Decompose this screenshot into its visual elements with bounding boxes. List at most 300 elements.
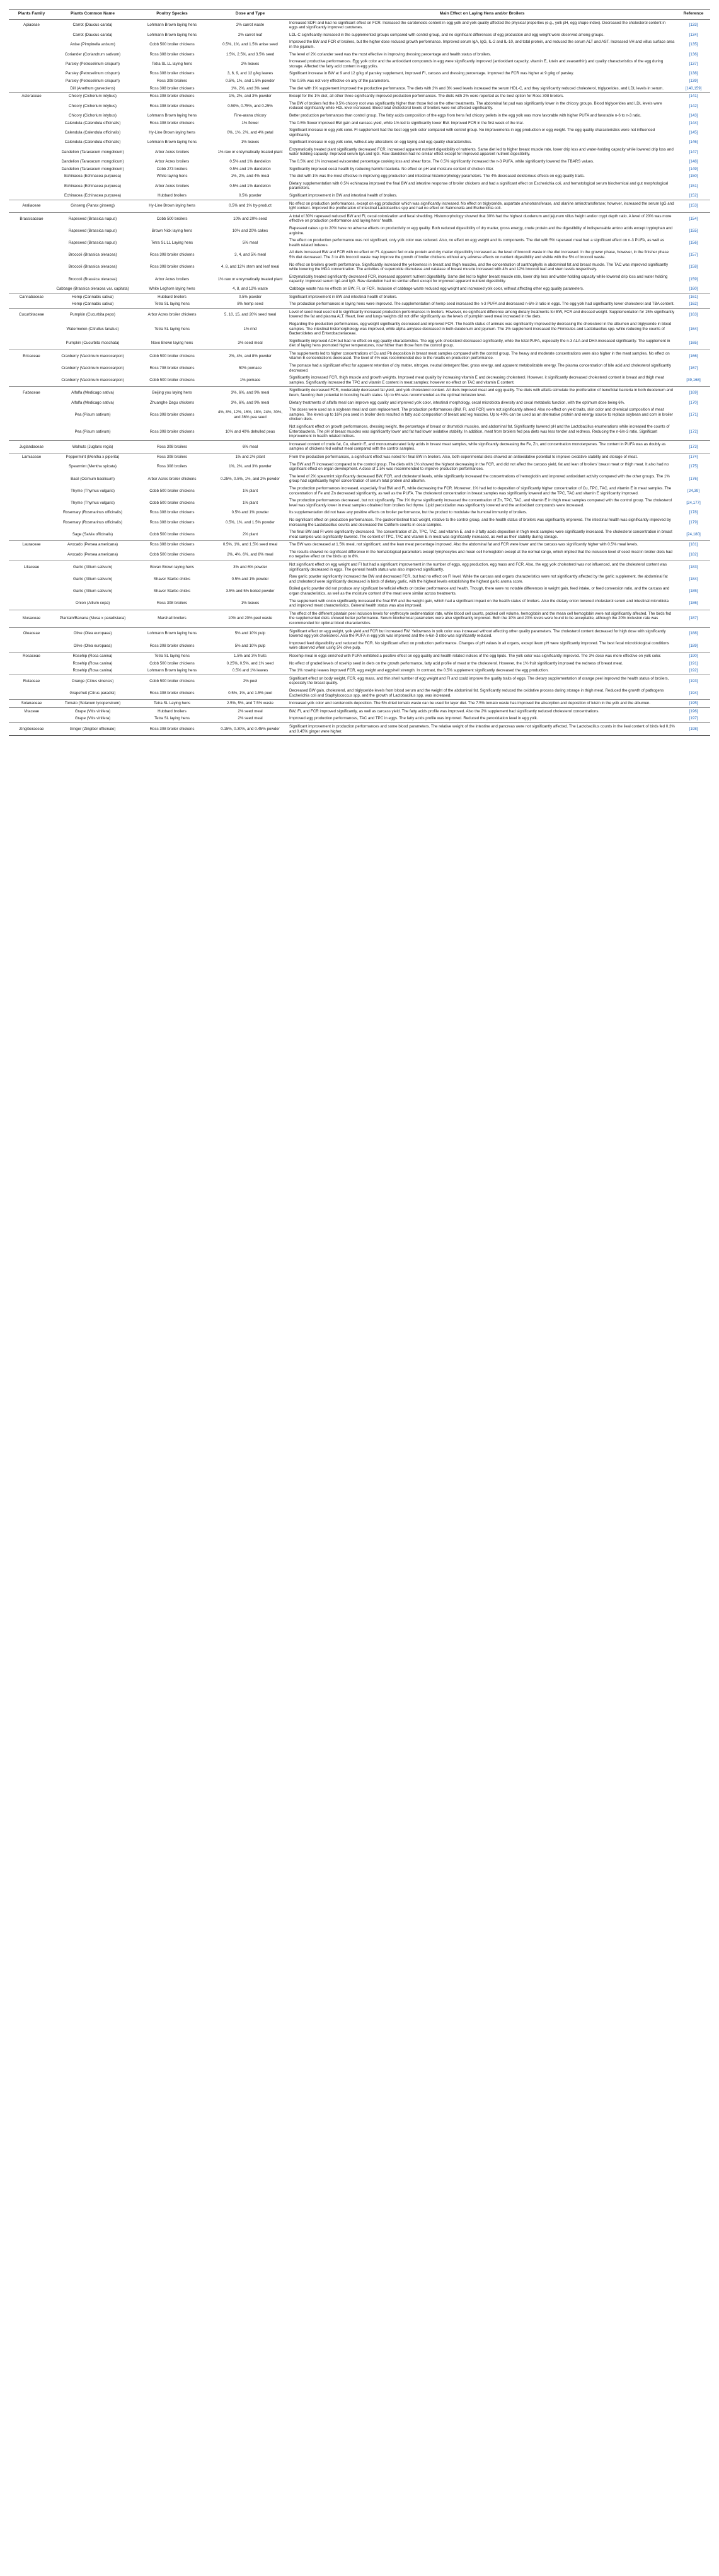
cell-reference[interactable]: [158] bbox=[689, 265, 698, 270]
table-row bbox=[9, 321, 710, 338]
cell-plant-family bbox=[9, 362, 54, 374]
cell-plant-name: Pea (Pisum sativum) bbox=[74, 429, 111, 434]
cell-plant-family bbox=[9, 509, 54, 516]
table-row bbox=[9, 700, 710, 708]
cell-dose-type: 0.25%, 0.5%, and 1% seed bbox=[226, 661, 274, 666]
cell-reference[interactable]: [142] bbox=[689, 103, 698, 108]
table-header-row bbox=[9, 9, 710, 20]
cell-poultry-species: Lohmann Brown laying hens bbox=[147, 32, 197, 37]
cell-dose-type: 0.5%, 1%, and 1.5% seed meal bbox=[213, 541, 287, 549]
cell-poultry-species: Tetra SL laying hens bbox=[154, 302, 190, 307]
cell-dose-type: 2% plant bbox=[242, 532, 258, 537]
cell-dose-type: 0.5% and 1% dandelion bbox=[229, 166, 271, 171]
cell-plant-family bbox=[9, 51, 54, 59]
cell-plant-family bbox=[9, 146, 54, 158]
cell-dose-type: 1% plant bbox=[242, 500, 258, 505]
cell-reference[interactable]: [154] bbox=[677, 212, 710, 225]
table-row bbox=[9, 627, 710, 640]
cell-main-effect: Significantly improved cecal health by reducing harmful bacteria. No effect on pH and moisture content of chicken litter. bbox=[289, 166, 494, 171]
cell-plant-family bbox=[9, 338, 54, 350]
cell-plant-family bbox=[9, 399, 54, 407]
cell-reference[interactable]: [138] bbox=[689, 71, 698, 76]
cell-plant-name: Carrot (Daucus carota) bbox=[72, 32, 113, 37]
table-row bbox=[9, 139, 710, 146]
table-row bbox=[9, 225, 710, 237]
cell-dose-type: 1% raw or enzymatically treated plant bbox=[217, 276, 283, 282]
cell-main-effect: The level of 2% coriander seed was the most effective in improving dressing percentage and health status of broilers. bbox=[289, 52, 492, 57]
cell-plant-name: Echinacea (Echinacea purpurea) bbox=[64, 174, 122, 179]
cell-plant-name: Thyme (Thymus vulgaris) bbox=[71, 500, 115, 505]
cell-dose-type: 10% and 20% cakes bbox=[232, 228, 268, 233]
cell-poultry-species: Cobb 500 broiler chickens bbox=[131, 675, 213, 687]
table-row bbox=[9, 573, 710, 585]
cell-plant-family bbox=[9, 667, 54, 675]
cell-poultry-species: Ross 308 broiler chickens bbox=[149, 265, 195, 270]
cell-main-effect: No effect on production performances, except on egg production which was significantly increased. No effect on triglyceride, aspartate aminotransferase, and alanine aminotransferase; however, increased the serum IgG and IgM content. Improved the proliferation of intestinal Lactobacillus spp and had no effect on Salmonella and Escherichia coli. bbox=[287, 200, 677, 212]
cell-poultry-species: Bovan Brown laying hens bbox=[131, 561, 213, 574]
cell-dose-type: 0.5% and 1% powder bbox=[231, 577, 269, 582]
cell-main-effect: Significant improvement in BW and intestinal health of broilers. bbox=[289, 193, 398, 198]
cell-dose-type: 10% and 40% dehulled peas bbox=[225, 429, 275, 434]
cell-poultry-species: Ross 308 broiler chickens bbox=[131, 722, 213, 735]
cell-plant-family bbox=[9, 485, 54, 497]
cell-reference[interactable]: [165] bbox=[689, 341, 698, 346]
cell-plant-name: Walnuts (Juglans regia) bbox=[54, 440, 131, 453]
cell-dose-type: 0.5% and 1% powder bbox=[231, 510, 269, 515]
cell-plant-name: Dandelion (Taraxacum mongolicum) bbox=[61, 166, 124, 171]
cell-plant-name: Grape (Vitis vinifera) bbox=[54, 707, 131, 715]
cell-dose-type: 2% leaves bbox=[241, 61, 260, 66]
cell-plant-family bbox=[9, 423, 54, 440]
cell-dose-type: 0.5% and 1% dandelion bbox=[229, 159, 271, 164]
cell-reference[interactable]: [182] bbox=[689, 552, 698, 557]
cell-reference[interactable]: [152] bbox=[689, 193, 698, 198]
cell-reference[interactable]: [192] bbox=[689, 668, 698, 673]
cell-plant-name: Thyme (Thymus vulgaris) bbox=[71, 488, 115, 493]
cell-reference[interactable]: [147] bbox=[689, 149, 698, 154]
cell-plant-family bbox=[9, 58, 54, 70]
cell-dose-type: 3%, 6%, and 9% meal bbox=[231, 400, 270, 405]
cell-reference[interactable]: [197] bbox=[689, 716, 698, 721]
cell-main-effect: No effect of graded levels of rosehip seed in diets on the growth performance, fatty acid profile of meat or the cholesterol. However, the 1% fruit significantly improved the redness of breast meat. bbox=[289, 661, 623, 666]
table-row bbox=[9, 58, 710, 70]
cell-plant-family bbox=[9, 31, 54, 39]
cell-poultry-species: Cobb 500 broiler chickens bbox=[131, 350, 213, 362]
cell-plant-family: Liliaceae bbox=[9, 561, 54, 574]
cell-plant-family bbox=[9, 273, 54, 285]
cell-plant-family bbox=[9, 549, 54, 561]
cell-reference[interactable]: [137] bbox=[689, 61, 698, 66]
cell-plant-name: Parsley (Petroselinum crispum) bbox=[66, 71, 120, 76]
cell-main-effect: Increased yolk color and carotenoids deposition. The 5% dried tomato waste can be used for layer diet. The 7.5% tomato waste has improved the absorption and deposition of lutein in the yolk and the albumen. bbox=[287, 700, 677, 708]
cell-poultry-species: Ross 308 broiler chickens bbox=[149, 86, 195, 91]
cell-reference[interactable]: [136] bbox=[689, 52, 698, 57]
header-dose-and-type: Dose and Type bbox=[213, 9, 287, 20]
cell-reference[interactable]: [134] bbox=[689, 32, 698, 37]
cell-main-effect: Raw garlic powder significantly increased the BW and decreased FCR, but had no effect on FI level. While the carcass and organs characteristics were not significantly affected by the garlic supplement, the abdominal fat and cholesterol were significantly decreased in birds of dietary garlic, with the highest levels establishing the highest garlic aroma score. bbox=[289, 574, 668, 584]
cell-poultry-species: Brown Nick laying hens bbox=[151, 228, 193, 233]
cell-dose-type: 0.15%, 0.30%, and 0.45% powder bbox=[213, 722, 287, 735]
cell-plant-name: Alfalfa (Medicago sativa) bbox=[54, 387, 131, 399]
cell-main-effect: Boiled garlic powder did not produce any significant beneficial effects on broiler performance and health. Though, there were no notable differences in weight gain, feed intake, or feed conversion ratio, and the carcass and organ characteristics, as well as the moisture content of the meat were similar across treatments. bbox=[289, 586, 670, 596]
cell-poultry-species: Arbor Acres broilers bbox=[154, 159, 190, 164]
cell-main-effect: The diet with 1% supplement improved the productive performance. The diets with 2% and 3% seed levels increased the serum HDL-C, and they significantly reduced cholesterol, triglycerides, and LDL levels in serum. bbox=[289, 86, 664, 91]
cell-poultry-species: Ross 308 broilers bbox=[156, 601, 188, 606]
cell-plant-family: Rosaceae bbox=[9, 652, 54, 659]
cell-reference[interactable]: [146] bbox=[689, 140, 698, 145]
cell-reference[interactable]: [149] bbox=[689, 166, 698, 171]
table-row bbox=[9, 212, 710, 225]
cell-dose-type: 1% leaves bbox=[241, 140, 260, 145]
cell-poultry-species: Ross 308 broiler chickens bbox=[149, 412, 195, 417]
cell-plant-family bbox=[9, 321, 54, 338]
cell-reference[interactable]: [24,39] bbox=[687, 488, 699, 493]
cell-reference[interactable]: [179] bbox=[689, 520, 698, 525]
cell-poultry-species: Hubbard broilers bbox=[131, 707, 213, 715]
table-row bbox=[9, 561, 710, 574]
cell-plant-name: Parsley (Petroselinum crispum) bbox=[66, 61, 120, 66]
cell-plant-family bbox=[9, 300, 54, 308]
cell-poultry-species: Arbor Acres broiler chickens bbox=[131, 308, 213, 321]
cell-dose-type: 2%, 4%, 6%, and 8% meal bbox=[227, 552, 273, 557]
cell-plant-name: Alfalfa (Medicago sativa) bbox=[71, 400, 114, 405]
cell-reference[interactable]: [150] bbox=[689, 174, 698, 179]
cell-main-effect: The 0.5% was not very effective on any of the parameters. bbox=[289, 78, 390, 83]
cell-plant-family bbox=[9, 573, 54, 585]
cell-main-effect: Except for the 1% diet, all other three significantly improved production performances. The diets with 2% were reported as the best option for Ross 308 broilers. bbox=[287, 93, 677, 100]
cell-plant-family bbox=[9, 461, 54, 473]
table-row bbox=[9, 200, 710, 212]
cell-plant-family: Ericaceae bbox=[9, 350, 54, 362]
cell-reference[interactable]: [159] bbox=[689, 276, 698, 282]
table-row bbox=[9, 722, 710, 735]
table-row bbox=[9, 146, 710, 158]
cell-poultry-species: White laying hens bbox=[156, 174, 188, 179]
cell-main-effect: LDL-C significantly increased in the supplemented groups compared with control group, and no significant differences of egg production and egg weight were observed among groups. bbox=[289, 32, 604, 37]
table-row bbox=[9, 77, 710, 85]
cell-plant-family bbox=[9, 285, 54, 293]
cell-reference[interactable]: [193] bbox=[677, 675, 710, 687]
cell-main-effect: Enzymatically treated plant significantly decreased FCR, increased apparent nutrient digestibility of nutrients. Same diet led to higher breast muscle rate, lower drip loss and water-holding capacity while lowered drip loss and water holding capacity. Improved serum IgA and IgG. Raw dandelion had no similar effect except for improved apparent nutrient digestibility. bbox=[289, 147, 674, 157]
cell-main-effect: The 0.5% flower improved BW gain and carcass yield, while 1% led to significantly lower BW. Improved FCR in the first week of the trial. bbox=[289, 120, 524, 125]
cell-plant-family: Juglandaceae bbox=[9, 440, 54, 453]
cell-main-effect: The production performances decreased, but not significantly. The 1% thyme significantly increased the concentration of Zn, TPC, TAC, and vitamin E in thigh meat samples compared with the control group. The cholesterol level was significantly lower in meat samples obtained from broilers fed thyme. Lipid peroxidation was significantly lowered and the antioxidant compounds were increased. bbox=[289, 498, 672, 508]
cell-reference[interactable]: [143] bbox=[689, 113, 698, 118]
cell-dose-type: 5% meal bbox=[242, 240, 258, 245]
cell-plant-name: Rapeseed (Brassica napus) bbox=[68, 228, 117, 233]
cell-plant-name: Hemp (Cannabis sativa) bbox=[54, 293, 131, 300]
cell-reference[interactable]: [190] bbox=[677, 652, 710, 659]
cell-dose-type: 1% plant bbox=[242, 488, 258, 493]
cell-reference[interactable]: [135] bbox=[689, 42, 698, 47]
table-row bbox=[9, 715, 710, 722]
cell-reference[interactable]: [169] bbox=[677, 387, 710, 399]
table-row bbox=[9, 707, 710, 715]
cell-plant-name: Carrot (Daucus carota) bbox=[54, 19, 131, 31]
cell-plant-name: Olive (Olea europaea) bbox=[73, 643, 112, 648]
cell-dose-type: 1%, 2%, and 3% powder bbox=[213, 93, 287, 100]
cell-main-effect: Not significant effect on growth performances, dressing weight, the percentage of breast or drumstick muscles, and abdominal fat. Significantly lowered pH and the Lactobacillus enumerations while increased the counts of Enterobacteria. The pH of breast muscles was significantly lower and fat had lower oxidative stability. In addition, meat from broilers fed pea diets was less tender and redness. Reducing the n-6/n-3 ratio. Significant improvement in health related indices. bbox=[289, 425, 670, 439]
table-row bbox=[9, 399, 710, 407]
cell-reference[interactable]: [174] bbox=[677, 453, 710, 460]
cell-main-effect: Its supplementation did not have any positive effects on broiler performance, but the product to modulate the humoral immunity of broilers. bbox=[289, 510, 527, 515]
cell-reference[interactable]: [157] bbox=[689, 253, 698, 258]
cell-plant-family: Oleaceae bbox=[9, 627, 54, 640]
cell-reference[interactable]: [194] bbox=[689, 690, 698, 695]
cell-plant-name: Ginseng (Panax ginseng) bbox=[54, 200, 131, 212]
cell-poultry-species: Hubbard broilers bbox=[131, 293, 213, 300]
cell-plant-family bbox=[9, 77, 54, 85]
cell-plant-family bbox=[9, 237, 54, 249]
header-poultry-species: Poultry Species bbox=[131, 9, 213, 20]
cell-dose-type: 4, 8, and 12% stem and leaf meal bbox=[221, 265, 280, 270]
cell-plant-family: Araliaceae bbox=[9, 200, 54, 212]
cell-reference[interactable]: [167] bbox=[689, 365, 698, 370]
cell-plant-family bbox=[9, 70, 54, 77]
cell-plant-family: Solanaceae bbox=[9, 700, 54, 708]
cell-poultry-species: Cobb 500 broiler chickens bbox=[149, 552, 195, 557]
cell-poultry-species: Ross 308 broilers bbox=[131, 453, 213, 460]
cell-main-effect: The diet with 1% was the most effective in improving egg production and intestinal histomorphology parameters. The 4% decreased deleterious effects on egg quality traits. bbox=[289, 174, 585, 179]
table-row bbox=[9, 93, 710, 100]
cell-poultry-species: Tetra SL laying hens bbox=[154, 716, 190, 721]
cell-reference[interactable]: [185] bbox=[689, 589, 698, 594]
cell-reference[interactable]: [155] bbox=[689, 228, 698, 233]
cell-poultry-species: Cobb 500 broiler chickens bbox=[149, 42, 195, 47]
table-row bbox=[9, 387, 710, 399]
cell-poultry-species: Ross 308 broilers bbox=[156, 464, 188, 469]
table-row bbox=[9, 350, 710, 362]
cell-main-effect: The supplements led to higher concentrations of Cu and Pb deposition in breast meat samples compared with the control group. The heavy and moderate concentrations were also higher in the meat samples. No effect on vitamin E concentrations decreased. The level of 4% was recommended due to the results on production performance. bbox=[287, 350, 677, 362]
cell-reference[interactable]: [141] bbox=[677, 93, 710, 100]
cell-plant-family bbox=[9, 120, 54, 127]
cell-main-effect: Increased SDFI and had no significant effect on FCR. Increased the carotenoids content in egg yolk and yolk quality affected the physical properties (e.g., yolk pH, egg shape index). Decreased the cholesterol content in eggs and significantly improved carotenes. bbox=[287, 19, 677, 31]
cell-dose-type: 10% and 20% peel waste bbox=[213, 610, 287, 627]
cell-reference[interactable]: [186] bbox=[689, 601, 698, 606]
cell-plant-name: Calendula (Calendula officinalis) bbox=[64, 140, 121, 145]
cell-plant-family: Cannabaceae bbox=[9, 293, 54, 300]
cell-poultry-species: Ross 308 broiler chickens bbox=[149, 429, 195, 434]
cell-reference[interactable]: [178] bbox=[689, 510, 698, 515]
cell-main-effect: The production performances increased, especially final BW and FI, while decreasing the FCR. Moreover, 1% had led to deposition of significantly higher concentration of Cu, TPC, TAC, and vitamin E in meat samples. The concentration of Fe and Zn decreased significantly, as well as the PUFA. The cholesterol concentration in breast samples was significantly lowered and the TPC, TAC and vitamin E significantly improved. bbox=[289, 486, 672, 496]
cell-poultry-species: Hubbard broilers bbox=[158, 193, 187, 198]
cell-plant-name: Garlic (Allium sativum) bbox=[54, 561, 131, 574]
cell-plant-name: Rosehip (Rosa canina) bbox=[72, 661, 113, 666]
cell-poultry-species: Lohmann Brown laying hens bbox=[147, 113, 197, 118]
cell-main-effect: Significantly decreased FCR, moderately decreased fat yield, and yolk cholesterol content. All diets improved meat and egg quality. The diets with alfalfa stimulate the proliferation of beneficial bacteria in both duodenum and ileum, favoring their potential in boosting health status. Up to 6% was recommended as the optimal inclusion level. bbox=[287, 387, 677, 399]
cell-reference[interactable]: [173] bbox=[677, 440, 710, 453]
cell-poultry-species: Ross 308 broilers bbox=[156, 78, 188, 83]
cell-plant-name: Chicory (Cichorium intybus) bbox=[69, 113, 117, 118]
cell-reference[interactable]: [191] bbox=[689, 661, 698, 666]
cell-reference[interactable]: [161] bbox=[677, 293, 710, 300]
table-row bbox=[9, 120, 710, 127]
cell-plant-family bbox=[9, 687, 54, 700]
cell-plant-family: Lauraceae bbox=[9, 541, 54, 549]
cell-reference[interactable]: [133] bbox=[677, 19, 710, 31]
cell-reference[interactable]: [24,180] bbox=[686, 532, 701, 537]
cell-plant-name: Olive (Olea europaea) bbox=[54, 627, 131, 640]
plant-effects-table bbox=[9, 9, 710, 736]
table-row bbox=[9, 300, 710, 308]
cell-reference[interactable]: [172] bbox=[689, 429, 698, 434]
cell-plant-family bbox=[9, 85, 54, 93]
table-row bbox=[9, 541, 710, 549]
table-row bbox=[9, 38, 710, 50]
cell-dose-type: 5% and 10% pulp bbox=[234, 643, 266, 648]
table-row bbox=[9, 549, 710, 561]
table-row bbox=[9, 158, 710, 166]
cell-main-effect: Increased content of crude fat, Cu, vitamin E, and monounsaturated fatty acids in breast meat samples, while significantly decreasing the Fe, Zn, and concentration monoterpenes. The content in PUFA was as doubly as samples of chickens fed walnut meal compared with the control samples. bbox=[287, 440, 677, 453]
cell-poultry-species: Arbor Acres broiler chickens bbox=[147, 476, 197, 481]
cell-reference[interactable]: [184] bbox=[689, 577, 698, 582]
cell-plant-name: Cranberry (Vaccinium macrocarpon) bbox=[61, 365, 124, 370]
cell-reference[interactable]: [160] bbox=[689, 286, 698, 291]
table-row bbox=[9, 485, 710, 497]
cell-main-effect: Significantly improved AOH but had no effect on egg quality characteristics. The egg yolk cholesterol decreased significantly, while the total PUFA, especially the n-3 ALA and DHA increased significantly. The supplement in diet of laying hens promoted higher temperatures, now hither than those from the control group. bbox=[289, 338, 670, 348]
cell-dose-type: 1% flower bbox=[241, 120, 259, 125]
cell-plant-name: Spearmint (Mentha spicata) bbox=[68, 464, 117, 469]
cell-plant-name: Garlic (Allium sativum) bbox=[73, 589, 112, 594]
cell-poultry-species: Cobb 500 broiler chickens bbox=[149, 488, 195, 493]
cell-reference[interactable]: [176] bbox=[689, 476, 698, 481]
cell-main-effect: The supplement with onion significantly increased the final BW and the weight gain, which had a significant impact on the health status of broilers. Also the dietary onion lowered cholesterol serum and intestinal microbiota and improved meat characteristics. General health status was also improved. bbox=[289, 598, 669, 608]
cell-plant-name: Peppermint (Mentha x piperita) bbox=[54, 453, 131, 460]
table-row bbox=[9, 374, 710, 387]
cell-poultry-species: Cobb 500 broiler chickens bbox=[149, 500, 195, 505]
cell-reference[interactable]: [156] bbox=[689, 240, 698, 245]
cell-plant-family bbox=[9, 166, 54, 173]
cell-plant-name: Hemp (Cannabis sativa) bbox=[71, 302, 114, 307]
table-row bbox=[9, 70, 710, 77]
cell-main-effect: From the production performances, a significant effect was noted for final BW in broilers. Also, both experimental diets showed an antioxidative potential to improve oxidative stability and storage of meat. bbox=[287, 453, 677, 460]
cell-main-effect: Significant increase in BW at 9 and 12 g/kg of parsley supplement, improved FI, carcass and dressing percentage. Improved the FCR was higher at 9 g/kg of parsley. bbox=[289, 71, 574, 76]
cell-reference[interactable]: [144] bbox=[689, 120, 698, 125]
cell-reference[interactable]: [153] bbox=[677, 200, 710, 212]
table-row bbox=[9, 192, 710, 200]
cell-poultry-species: Ross 308 broiler chickens bbox=[149, 643, 195, 648]
table-row bbox=[9, 687, 710, 700]
cell-reference[interactable]: [140,159] bbox=[685, 86, 702, 91]
cell-reference[interactable]: [162] bbox=[689, 302, 698, 307]
cell-reference[interactable]: [166] bbox=[677, 350, 710, 362]
cell-plant-name: Parsley (Petroselinum crispum) bbox=[66, 78, 120, 83]
cell-plant-name: Tomato (Solanum lycopersicum) bbox=[54, 700, 131, 708]
cell-reference[interactable]: [187] bbox=[677, 610, 710, 627]
cell-main-effect: Not significant effect on egg weight and FI but had a significant improvement in the number of eggs, egg production, egg mass and FCR. Also, the egg yolk cholesterol was not influenced, and the cholesterol content was significantly decreased in eggs. The general health status was also improved significantly. bbox=[287, 561, 677, 574]
cell-main-effect: Decreased BW gain, cholesterol, and triglyceride levels from blood serum and the weight of the abdominal fat. Significantly reduced the oxidative process during storage in thigh meat. Reduced the growth of pathogens Escherichia coli and Staphylococcus spp, and the growth of Lactobacillus spp. was increased. bbox=[289, 688, 664, 698]
cell-plant-family bbox=[9, 660, 54, 668]
cell-dose-type: 2% peel bbox=[213, 675, 287, 687]
cell-reference[interactable]: [183] bbox=[677, 561, 710, 574]
header-main-effect: Main Effect on Laying Hens and/or Broilers bbox=[287, 9, 677, 20]
cell-reference[interactable]: [24,177] bbox=[686, 500, 701, 505]
cell-main-effect: Significant improvement in production performances and some blood parameters. The relative weight of the intestine and pancreas were not significantly affected. The Lactobacillus counts in the ileal content of birds fed 0.3% and 0.45% ginger were higher. bbox=[287, 722, 677, 735]
cell-plant-name: Watermelon (Citrullus lanatus) bbox=[66, 326, 119, 331]
cell-plant-name: Avocado (Persea americana) bbox=[67, 552, 118, 557]
cell-dose-type: Fine-arana chicory bbox=[234, 113, 267, 118]
cell-reference[interactable]: [163] bbox=[677, 308, 710, 321]
cell-poultry-species: Ross 308 broiler chickens bbox=[149, 253, 195, 258]
cell-reference[interactable]: [198] bbox=[677, 722, 710, 735]
table-row bbox=[9, 85, 710, 93]
cell-dose-type: 2% seed meal bbox=[213, 707, 287, 715]
cell-dose-type: 0.25%, 0.5%, 1%, and 2% powder bbox=[221, 476, 280, 481]
cell-plant-name: Broccoli (Brassica oleracea) bbox=[68, 265, 117, 270]
cell-reference[interactable]: [181] bbox=[677, 541, 710, 549]
cell-main-effect: The effect on production performance was not significant, only yolk color was reduced. Also, no effect on egg weight and its components. The diet with 5% rapeseed meal had a significant effect on n-3 PUFA, as well as health related indexes. bbox=[289, 238, 665, 248]
cell-reference[interactable]: [145] bbox=[689, 130, 698, 135]
cell-plant-family bbox=[9, 180, 54, 192]
cell-main-effect: Enzymatically treated significantly decreased FCR, increased apparent nutrient digestibility. Same diet led to higher breast muscle rate, lower drip loss and water-holding capacity while lowered drip loss and water holding capacity. Improved serum IgA and IgG. Raw dandelion had no similar effect except for improved apparent nutrient digestibility. bbox=[289, 274, 668, 284]
table-row bbox=[9, 166, 710, 173]
table-row bbox=[9, 598, 710, 610]
cell-main-effect: Rosehip meal in eggs enriched with PUFA exhibited a positive effect on egg quality and health-related indices of the egg lipids. The yolk color was significantly improved. The 3% dose was more effective on yolk color. bbox=[287, 652, 677, 659]
cell-plant-name: Avocado (Persea americana) bbox=[54, 541, 131, 549]
cell-reference[interactable]: [171] bbox=[689, 412, 698, 417]
cell-reference[interactable]: [139] bbox=[689, 78, 698, 83]
cell-reference[interactable]: [188] bbox=[677, 627, 710, 640]
cell-plant-name: Sage (Salvia officinalis) bbox=[72, 532, 113, 537]
cell-dose-type: 1.5% and 3% fruits bbox=[213, 652, 287, 659]
cell-dose-type: 1%, 2%, and 3% seed bbox=[231, 86, 270, 91]
cell-poultry-species: Lohmann Brown laying hens bbox=[147, 140, 197, 145]
cell-plant-family: Rutaceae bbox=[9, 675, 54, 687]
cell-plant-name: Rosehip (Rosa canina) bbox=[72, 668, 113, 673]
table-row bbox=[9, 461, 710, 473]
table-row bbox=[9, 237, 710, 249]
cell-main-effect: Significant increase in egg yolk color. FI supplement had the best egg yolk color compared with control group. No improvements in egg production or egg weight. The egg quality characteristics were not influenced significantly. bbox=[289, 128, 655, 137]
cell-dose-type: 1%, 2%, and 4% meal bbox=[231, 174, 270, 179]
table-row bbox=[9, 100, 710, 112]
cell-main-effect: The BW was decreased at 1.5% meal, not significant, and the lean meat percentage improved. Also the abdominal fat and FCR were lower and the carcass was significantly higher with 0.5% meal levels. bbox=[287, 541, 677, 549]
cell-plant-name: Pumpkin (Cucurbita moschata) bbox=[66, 341, 120, 346]
cell-main-effect: Significant effect on body weight, FCR, egg mass, and thin shell number of egg weight and FI and could improve the quality traits of eggs. The dietary supplementation of orange peel improved the health status of broilers, especially the breast quality. bbox=[287, 675, 677, 687]
cell-plant-family bbox=[9, 261, 54, 273]
table-row bbox=[9, 406, 710, 423]
cell-plant-name: Coriander (Coriandrum sativum) bbox=[64, 52, 121, 57]
cell-reference[interactable]: [151] bbox=[689, 183, 698, 188]
cell-plant-name: Dill (Anethum graveolens) bbox=[70, 86, 115, 91]
cell-plant-family bbox=[9, 528, 54, 541]
cell-reference[interactable]: [164] bbox=[689, 326, 698, 331]
cell-reference[interactable]: [148] bbox=[689, 159, 698, 164]
cell-main-effect: No significant effect on production performances. The gastrointestinal tract weight, relative to the control group, and the health status of broilers was significantly improved. The intestinal health was significantly improved by increasing the Lactobacillus counts and decreased the Coliform counts in cecal samples. bbox=[289, 517, 671, 527]
cell-dose-type: 0.5% powder bbox=[213, 293, 287, 300]
cell-main-effect: Rapeseed cakes up to 20% have no adverse effects on productivity or egg quality. Both reduced digestibility of dry matter, gross energy, crude protein and the digestibility of indispensable amino acids except tryptophan and arginine. bbox=[289, 226, 673, 236]
cell-poultry-species: Hy-Line Brown laying hens bbox=[149, 130, 195, 135]
cell-dose-type: 1% leaves bbox=[241, 601, 260, 606]
cell-dose-type: 6% meal bbox=[213, 440, 287, 453]
cell-reference[interactable]: [189] bbox=[689, 643, 698, 648]
cell-main-effect: The BW and FI increased compared to the control group. The diets with 1% showed the highest decreasing in the FCR, and did not affect the carcass yield, fat and lean of broilers' breast meat or thigh meat. It also had no significant effect on organ development. A dose of 1.5% was recommended to improve production performances. bbox=[289, 462, 669, 472]
cell-reference[interactable]: [39,168] bbox=[686, 378, 701, 383]
cell-reference[interactable]: [175] bbox=[689, 464, 698, 469]
table-row bbox=[9, 453, 710, 460]
cell-dose-type: 2% seed meal bbox=[238, 716, 263, 721]
cell-reference[interactable]: [170] bbox=[689, 400, 698, 405]
cell-dose-type: 1%, 2%, and 3% powder bbox=[229, 464, 272, 469]
cell-plant-name: Plantain/Banana (Musa x paradisiaca) bbox=[54, 610, 131, 627]
table-row bbox=[9, 273, 710, 285]
cell-poultry-species: Tetra SL laying hens bbox=[154, 326, 190, 331]
cell-plant-family bbox=[9, 249, 54, 261]
cell-reference[interactable]: [196] bbox=[677, 707, 710, 715]
cell-dose-type: 4%, 8%, 12%, 16%, 18%, 24%, 30%, and 36% pea seed bbox=[217, 410, 283, 419]
cell-plant-family bbox=[9, 127, 54, 139]
table-row bbox=[9, 423, 710, 440]
cell-reference[interactable]: [195] bbox=[677, 700, 710, 708]
